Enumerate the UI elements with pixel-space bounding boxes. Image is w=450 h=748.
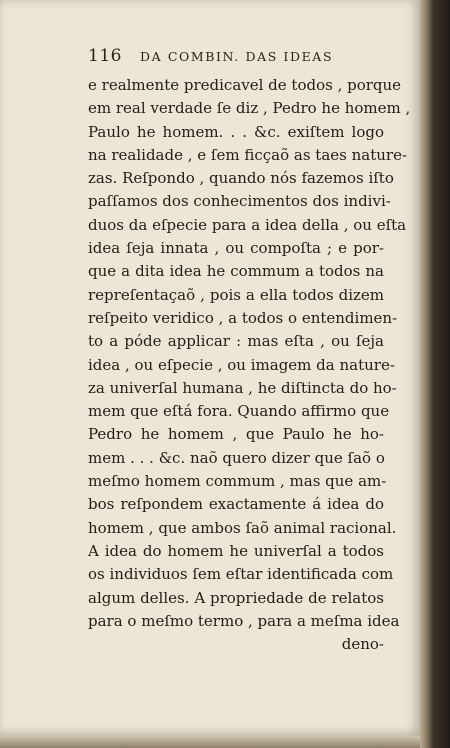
text-line: que a dita idea he commum a todos na [88,262,384,281]
text-line: os individuos ſem eſtar identificada com [88,565,394,584]
text-line: mem que eſtá fora. Quando affirmo que [88,402,390,421]
text-line: to a póde applicar : mas eſta , ou ſeja [88,332,384,351]
text-line: paſſamos dos conhecimentos dos indivi- [88,192,391,211]
text-line: za univerſal humana , he diſtincta do ho- [88,378,397,397]
catchword: deno- [341,635,384,654]
text-line: Paulo he homem. . . &c. exiſtem logo [88,122,384,141]
text-line: duos da eſpecie para a idea della , ou eſta [88,215,407,234]
text-line: mem . . . &c. naõ quero dizer que ſaõ o [88,448,385,467]
page-bottom-edge [0,736,420,748]
body-text [88,74,411,656]
text-line: meſmo homem commum , mas que am- [88,472,387,491]
text-line: reſpeito veridico , a todos o entendimen- [88,308,398,327]
text-line: idea ſeja innata , ou compoſta ; e por- [88,239,384,258]
text-line: algum delles. A propriedade de relatos [88,588,384,607]
page-number: 116 [88,46,122,66]
running-title: DA COMBIN. DAS IDEAS [140,49,334,64]
text-line: idea , ou eſpecie , ou imagem da nature- [88,355,395,374]
text-line: A idea do homem he univerſal a todos [88,541,384,560]
text-line: em real verdade ſe diz , Pedro he homem , [88,99,411,118]
text-line: homem , que ambos ſaõ animal racional. [88,518,397,537]
text-line: repreſentaçaõ , pois a ella todos dizem [88,285,384,304]
text-line: bos reſpondem exactamente á idea do [88,495,384,514]
text-line: zas. Reſpondo , quando nós fazemos iſto [88,169,394,188]
text-line: na realidade , e ſem ficçaõ as taes nature- [88,145,408,164]
book-gutter-edge [420,0,450,748]
text-line: e realmente predicavel de todos , porque [88,76,402,94]
running-head [88,46,388,68]
text-line: Pedro he homem , que Paulo he ho- [88,425,384,444]
text-line: para o meſmo termo , para a meſma idea [88,611,400,630]
